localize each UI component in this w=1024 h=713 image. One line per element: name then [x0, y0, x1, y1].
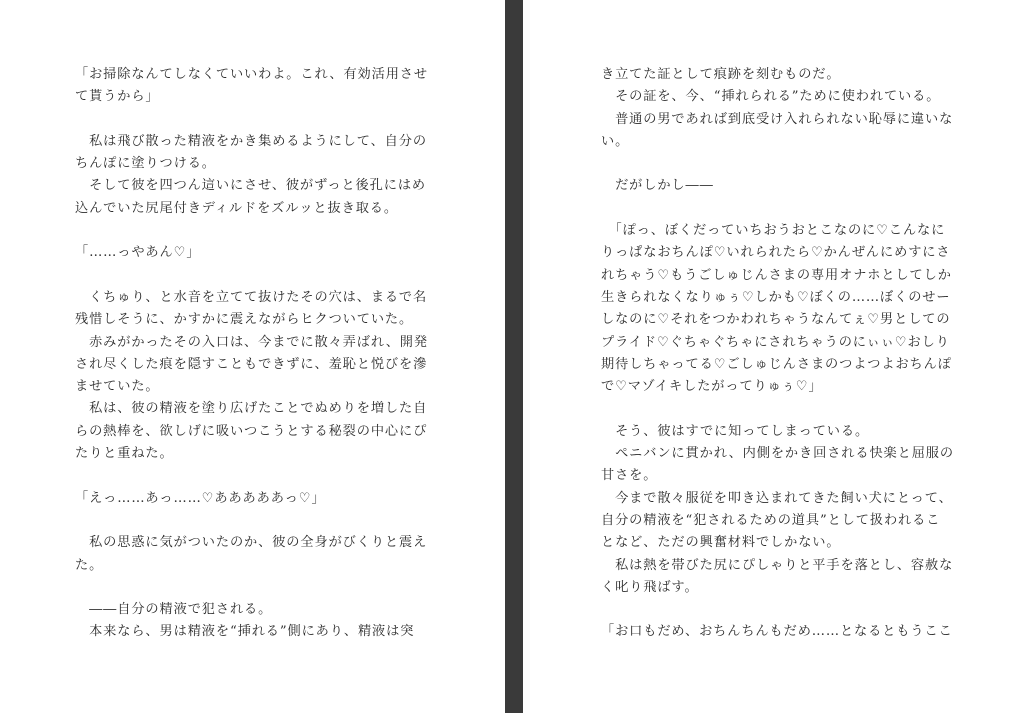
text-line — [75, 109, 435, 131]
text-line: 赤みがかったその入口は、今までに散々弄ばれ、開発 — [75, 334, 428, 350]
text-line — [601, 153, 961, 175]
text-line: 普通の男であれば到底受け入れられない恥辱に違いな — [601, 111, 954, 127]
left-page-text — [75, 64, 435, 644]
text-line: ――自分の精液で犯される。 — [75, 602, 273, 618]
text-line: だがしかし―― — [601, 178, 714, 194]
text-line — [75, 510, 435, 532]
text-line: 「えっ……あっ……♡あああああっ♡」 — [75, 490, 326, 506]
text-line — [601, 198, 961, 220]
text-line: ちんぽに塗りつける。 — [75, 156, 216, 172]
text-line: そう、彼はすでに知ってしまっている。 — [601, 423, 870, 439]
text-line: となど、ただの興奮材料でしかない。 — [601, 535, 841, 551]
text-line: 「ぽっ、ぼくだっていちおうおとこなのに♡こんなに — [601, 223, 946, 239]
page-gutter — [505, 0, 523, 713]
left-page[interactable] — [0, 0, 505, 713]
text-line: くちゅり、と水音を立てて抜けたその穴は、まるで名 — [75, 289, 428, 305]
text-line: 甘さを。 — [601, 468, 658, 484]
text-line — [75, 265, 435, 287]
text-line: く叱り飛ばす。 — [601, 579, 699, 595]
text-line: た。 — [75, 557, 104, 573]
text-line: その証を、今、“挿れられる”ために使われている。 — [601, 89, 941, 105]
text-line: 「お口もだめ、おちんちんもだめ……となるともうここ — [601, 624, 953, 640]
text-line: き立てた証として痕跡を刻むものだ。 — [601, 67, 841, 82]
text-line: 今まで散々服従を叩き込まれてきた飼い犬にとって、 — [601, 490, 953, 506]
text-line: 残惜しそうに、かすかに震えながらヒクついていた。 — [75, 312, 414, 328]
text-line: 私は熱を帯びた尻にぴしゃりと平手を落とし、容赦な — [601, 557, 954, 573]
text-line: て貰うから」 — [75, 89, 160, 105]
text-line: ませていた。 — [75, 379, 160, 395]
text-line: 生きられなくなりゅぅ♡しかも♡ぼくの……ぼくのせー — [601, 289, 951, 305]
text-line: 私は、彼の精液を塗り広げたことでぬめりを増した自 — [75, 401, 428, 417]
text-line: ペニバンに貫かれ、内側をかき回される快楽と屈服の — [601, 446, 954, 462]
text-line: そして彼を四つん這いにさせ、彼がずっと後孔にはめ — [75, 178, 426, 194]
text-line: プライド♡ぐちゃぐちゃにされちゃうのにぃぃ♡おしり — [601, 334, 950, 350]
text-line — [75, 220, 435, 242]
right-page-text — [601, 64, 961, 644]
text-line: 私の思惑に気がついたのか、彼の全身がびくりと震え — [75, 535, 428, 551]
text-line: れちゃう♡もうごしゅじんさまの専用オナホとしてしか — [601, 267, 952, 283]
text-line — [75, 465, 435, 487]
text-line: 込んでいた尻尾付きディルドをズルッと抜き取る。 — [75, 200, 398, 216]
text-line: 本来なら、男は精液を“挿れる”側にあり、精液は突 — [75, 624, 415, 640]
text-line: い。 — [601, 133, 630, 149]
text-line: りっぱなおちんぽ♡いれられたら♡かんぜんにめすにさ — [601, 245, 951, 261]
text-line — [601, 599, 961, 621]
text-line: らの熱棒を、欲しげに吸いつこうとする秘裂の中心にぴ — [75, 423, 428, 439]
text-line: しなのに♡それをつかわれちゃうなんてぇ♡男としての — [601, 312, 951, 328]
text-line: で♡マゾイキしたがってりゅぅ♡」 — [601, 379, 823, 395]
text-line: 「お掃除なんてしなくていいわよ。これ、有効活用させ — [75, 67, 428, 82]
text-line: 私は飛び散った精液をかき集めるようにして、自分の — [75, 133, 427, 149]
text-line: され尽くした痕を隠すこともできずに、羞恥と悦びを滲 — [75, 356, 428, 372]
text-line: 「……っやあん♡」 — [75, 245, 201, 261]
right-page[interactable] — [523, 0, 1024, 713]
text-line: 自分の精液を“犯されるための道具”として扱われるこ — [601, 512, 941, 528]
text-line: たりと重ねた。 — [75, 446, 174, 462]
text-line — [75, 577, 435, 599]
text-line: 期待しちゃってる♡ごしゅじんさまのつよつよおちんぽ — [601, 356, 952, 372]
text-line — [601, 398, 961, 420]
